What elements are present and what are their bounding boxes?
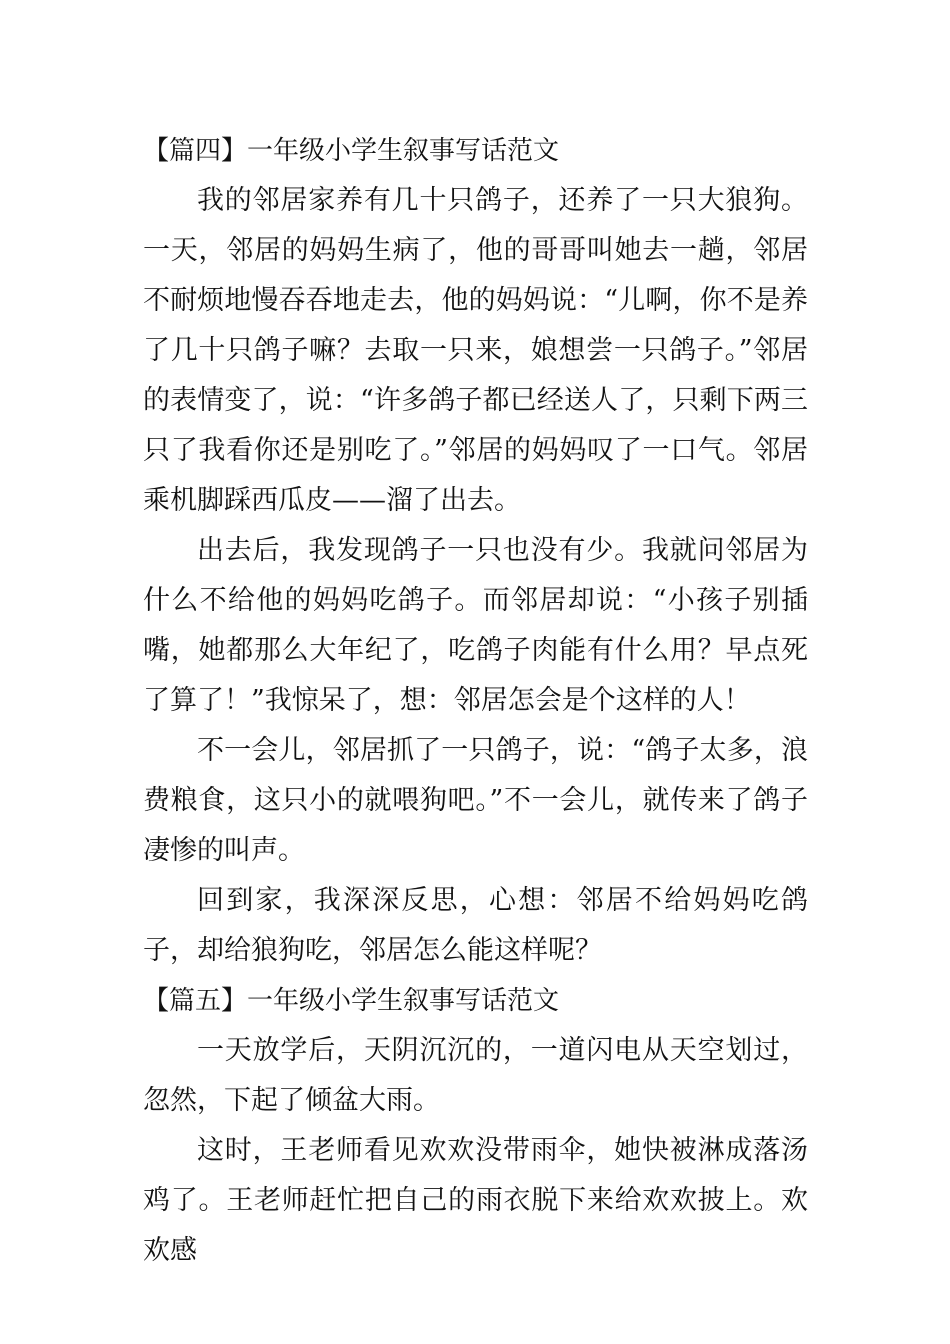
paragraph: 出去后，我发现鸽子一只也没有少。我就问邻居为什么不给他的妈妈吃鸽子。而邻居却说：“小孩子别插嘴，她都那么大年纪了，吃鸽子肉能有什么用？早点死了算了！”我惊呆了，想：邻居怎会是个这样的人！: [143, 535, 808, 716]
document-body: [143, 126, 808, 1276]
paragraph: 这时，王老师看见欢欢没带雨伞，她快被淋成落汤鸡了。王老师赶忙把自己的雨衣脱下来给欢欢披上。欢欢感: [143, 1135, 808, 1266]
paragraph: 我的邻居家养有几十只鸽子，还养了一只大狼狗。一天，邻居的妈妈生病了，他的哥哥叫她去一趟，邻居不耐烦地慢吞吞地走去，他的妈妈说：“儿啊，你不是养了几十只鸽子嘛？去取一只来，娘想尝一只鸽子。”邻居的表情变了，说：“许多鸽子都已经送人了，只剩下两三只了我看你还是别吃了。”邻居的妈妈叹了一口气。邻居乘机脚踩西瓜皮——溜了出去。: [143, 185, 808, 516]
section-heading-5: 【篇五】一年级小学生叙事写话范文: [143, 986, 560, 1016]
paragraph: 回到家，我深深反思，心想：邻居不给妈妈吃鸽子，却给狼狗吃，邻居怎么能这样呢？: [143, 885, 808, 966]
paragraph: 一天放学后，天阴沉沉的，一道闪电从天空划过，忽然，下起了倾盆大雨。: [143, 1035, 808, 1116]
paragraph: 不一会儿，邻居抓了一只鸽子，说：“鸽子太多，浪费粮食，这只小的就喂狗吧。”不一会儿，就传来了鸽子凄惨的叫声。: [143, 735, 808, 866]
section-heading-4: 【篇四】一年级小学生叙事写话范文: [143, 136, 560, 166]
